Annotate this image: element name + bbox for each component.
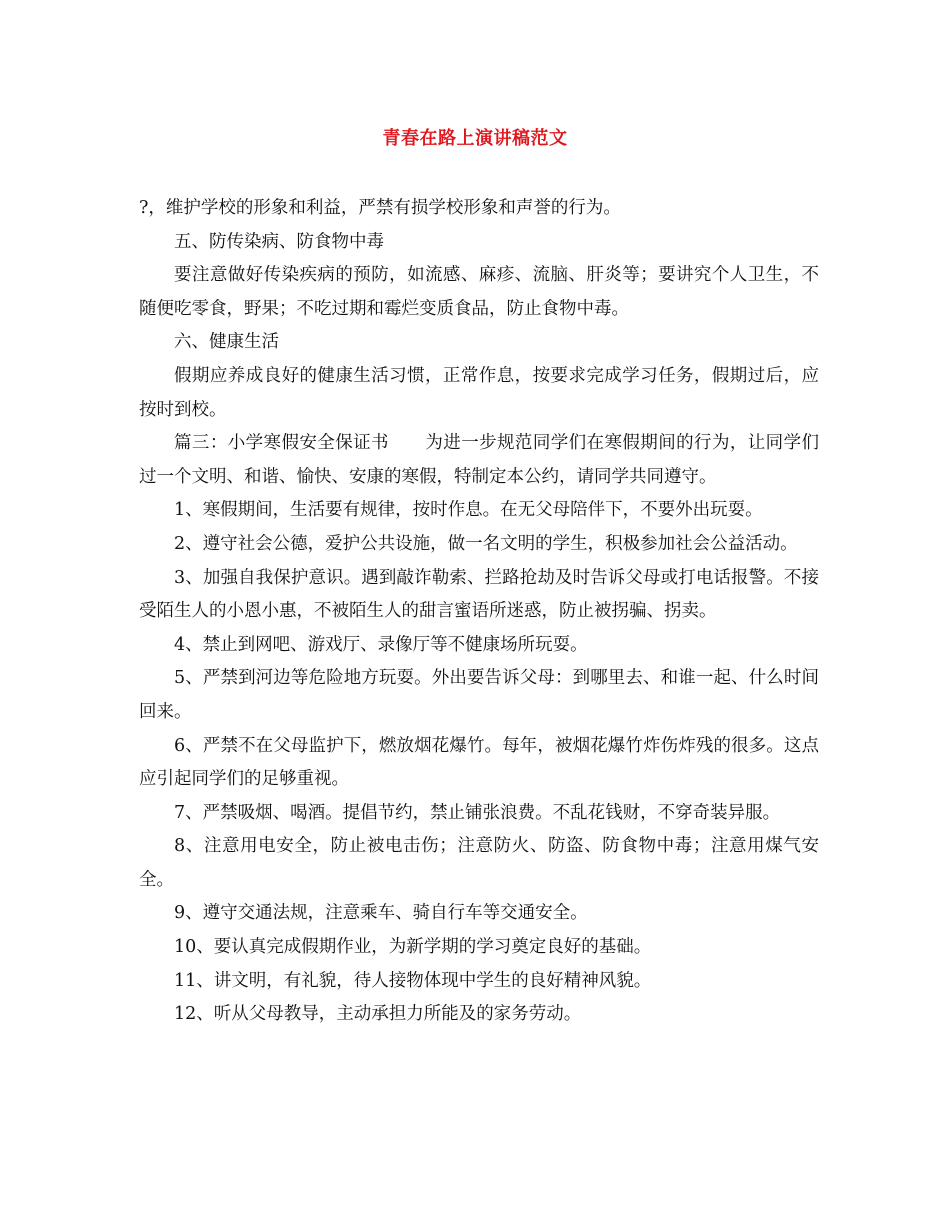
document-body	[139, 192, 819, 1032]
paragraph-health: 假期应养成良好的健康生活习惯，正常作息，按要求完成学习任务，假期过后，应按时到校。	[139, 365, 819, 420]
rule-item-8: 8、注意用电安全，防止被电击伤；注意防火、防盗、防食物中毒；注意用煤气安全。	[139, 836, 819, 890]
rule-item-10: 10、要认真完成假期作业，为新学期的学习奠定良好的基础。	[174, 937, 652, 958]
rule-item-7: 7、严禁吸烟、喝酒。提倡节约，禁止铺张浪费。不乱花钱财，不穿奇装异服。	[174, 802, 781, 823]
section3-intro-text: 为进一步规范同学们在寒假期间的行为，让同学们过一个文明、和谐、愉快、安康的寒假，特制定本公约，请同学共同遵守。	[139, 433, 820, 487]
paragraph-continued: ?，维护学校的形象和利益，严禁有损学校形象和声誉的行为。	[139, 198, 621, 218]
paragraph-section3-intro	[139, 427, 819, 494]
rule-item-2: 2、遵守社会公德，爱护公共设施，做一名文明的学生，积极参加社会公益活动。	[174, 533, 798, 554]
paragraph-disease: 要注意做好传染疾病的预防，如流感、麻疹、流脑、肝炎等；要讲究个人卫生，不随便吃零食，野果；不吃过期和霉烂变质食品，防止食物中毒。	[139, 265, 819, 319]
rule-item-12: 12、听从父母教导，主动承担力所能及的家务劳动。	[174, 1004, 582, 1025]
rule-item-5: 5、严禁到河边等危险地方玩耍。外出要告诉父母：到哪里去、和谁一起、什么时间回来。	[139, 668, 819, 722]
rule-item-1: 1、寒假期间，生活要有规律，按时作息。在无父母陪伴下，不要外出玩耍。	[174, 500, 763, 521]
section-heading-disease: 五、防传染病、防食物中毒	[174, 231, 384, 252]
rule-item-3: 3、加强自我保护意识。遇到敲诈勒索、拦路抢劫及时告诉父母或打电话报警。不接受陌生人的小恩小惠，不被陌生人的甜言蜜语所迷惑，防止被拐骗、拐卖。	[139, 567, 819, 622]
page-title: 青春在路上演讲稿范文	[382, 128, 568, 149]
section-heading-health: 六、健康生活	[174, 332, 279, 353]
section3-heading: 篇三：小学寒假安全保证书	[174, 433, 389, 454]
rule-item-11: 11、讲文明，有礼貌，待人接物体现中学生的良好精神风貌。	[174, 970, 652, 991]
rule-item-9: 9、遵守交通法规，注意乘车、骑自行车等交通安全。	[174, 903, 588, 924]
rule-item-4: 4、禁止到网吧、游戏厅、录像厅等不健康场所玩耍。	[174, 634, 588, 655]
rule-item-6: 6、严禁不在父母监护下，燃放烟花爆竹。每年，被烟花爆竹炸伤炸残的很多。这点应引起同学们的足够重视。	[139, 735, 819, 790]
